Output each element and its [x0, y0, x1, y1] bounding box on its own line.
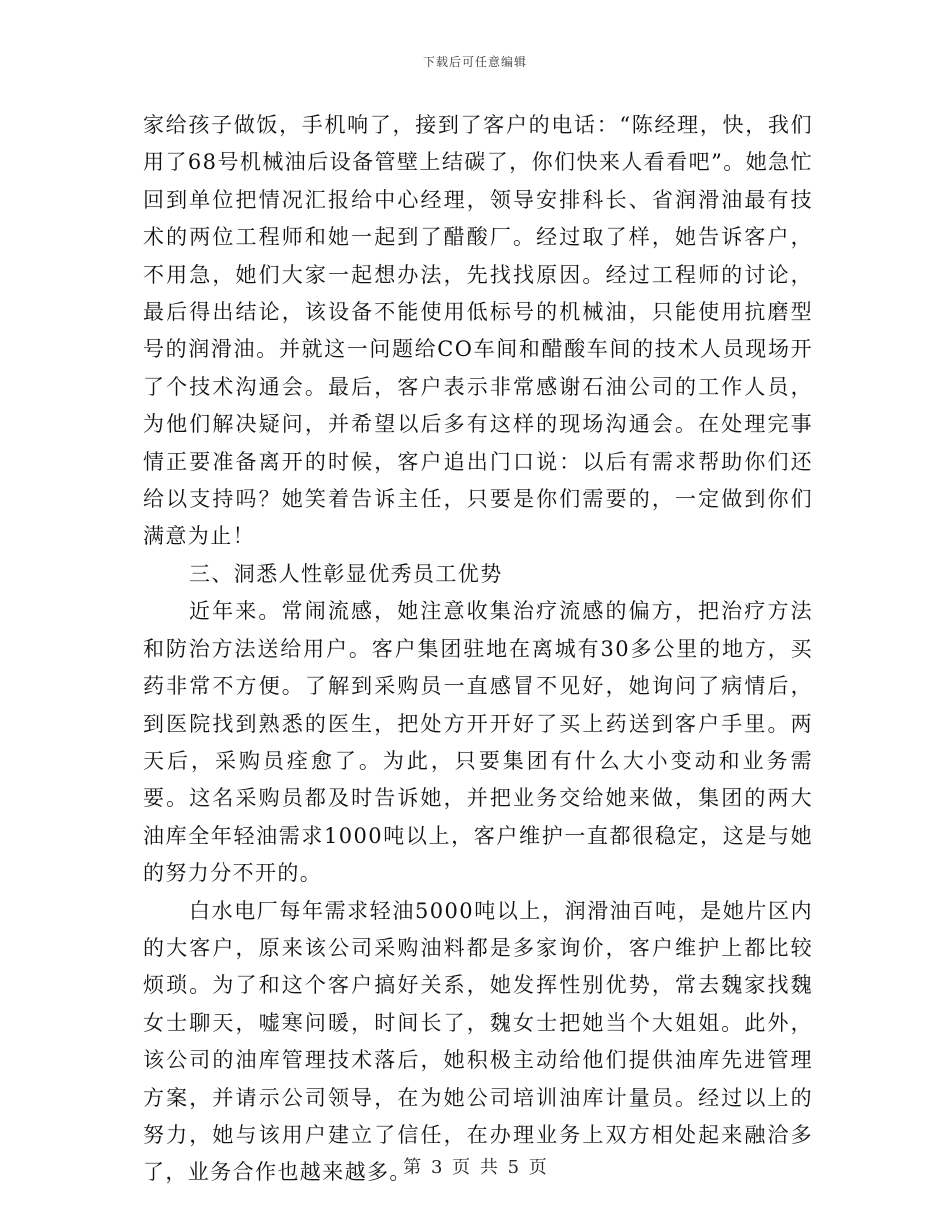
paragraph-flu-care: 近年来。常闹流感，她注意收集治疗流感的偏方，把治疗方法和防治方法送给用户。客户集团驻地在离城有30多公里的地方，买药非常不方便。了解到采购员一直感冒不见好，她询问了病情后，到医院找到熟悉的医生，把处方开开好了买上药送到客户手里。两天后，采购员痊愈了。为此，只要集团有什么大小变动和业务需要。这名采购员都及时告诉她，并把业务交给她来做，集团的两大油库全年轻油需求1000吨以上，客户维护一直都很稳定，这是与她的努力分不开的。	[143, 599, 813, 886]
paragraph-continued: 家给孩子做饭，手机响了，接到了客户的电话：“陈经理，快，我们用了68号机械油后设备管壁上结碳了，你们快来人看看吧”。她急忙回到单位把情况汇报给中心经理，领导安排科长、省润滑油最有技术的两位工程师和她一起到了醋酸厂。经过取了样，她告诉客户，不用急，她们大家一起想办法，先找找原因。经过工程师的讨论，最后得出结论，该设备不能使用低标号的机械油，只能使用抗磨型号的润滑油。并就这一问题给CO车间和醋酸车间的技术人员现场开了个技术沟通会。最后，客户表示非常感谢石油公司的工作人员，为他们解决疑问，并希望以后多有这样的现场沟通会。在处理完事情正要准备离开的时候，客户追出门口说：以后有需求帮助你们还给以支持吗？她笑着告诉主任，只要是你们需要的，一定做到你们满意为止！	[143, 113, 813, 549]
section-heading: 三、洞悉人性彰显优秀员工优势	[189, 561, 503, 586]
document-body	[143, 107, 813, 1192]
paragraph-power-plant: 白水电厂每年需求轻油5000吨以上，润滑油百吨，是她片区内的大客户，原来该公司采购油料都是多家询价，客户维护上都比较烦琐。为了和这个客户搞好关系，她发挥性别优势，常去魏家找魏女士聊天，嘘寒问暖，时间长了，魏女士把她当个大姐姐。此外，该公司的油库管理技术落后，她积极主动给他们提供油库先进管理方案，并请示公司领导，在为她公司培训油库计量员。经过以上的努力，她与该用户建立了信任，在办理业务上双方相处起来融洽多了，业务合作也越来越多。	[143, 898, 813, 1185]
page-number-footer: 第 3 页 共 5 页	[403, 1157, 547, 1178]
page-header: 下载后可任意编辑	[422, 55, 527, 69]
